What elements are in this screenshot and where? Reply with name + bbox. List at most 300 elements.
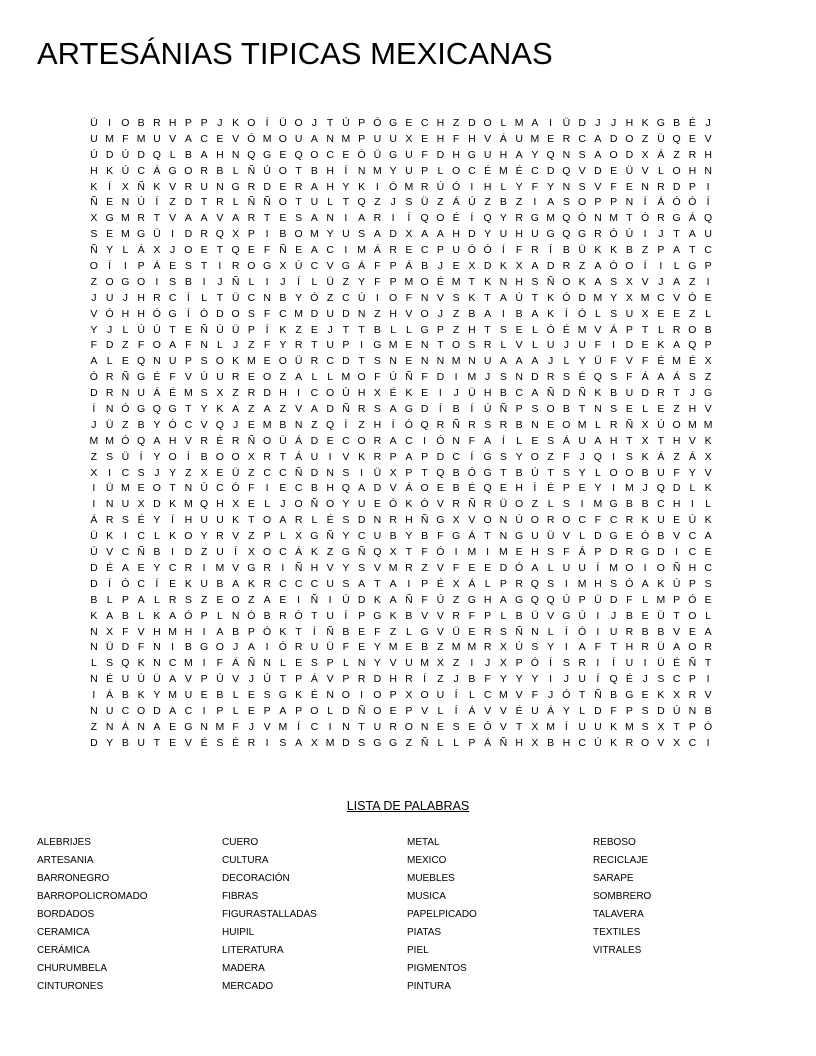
grid-letter: U bbox=[578, 434, 586, 447]
grid-letter: X bbox=[515, 260, 523, 273]
grid-letter: D bbox=[594, 530, 602, 543]
grid-letter: A bbox=[263, 403, 271, 416]
grid-letter: L bbox=[516, 434, 523, 447]
grid-letter: S bbox=[310, 657, 318, 670]
grid-letter: Ú bbox=[137, 673, 145, 686]
grid-letter: Z bbox=[279, 403, 287, 416]
grid-letter: C bbox=[483, 689, 492, 702]
grid-letter: O bbox=[578, 196, 587, 209]
grid-letter: V bbox=[184, 673, 192, 686]
grid-letter: Z bbox=[515, 196, 523, 209]
grid-letter: K bbox=[295, 689, 303, 702]
grid-letter: A bbox=[295, 736, 303, 749]
grid-letter: A bbox=[547, 196, 555, 209]
grid-letter: V bbox=[169, 212, 177, 225]
grid-letter: H bbox=[499, 148, 508, 161]
grid-letter: Í bbox=[549, 244, 553, 257]
grid-letter: S bbox=[106, 657, 114, 670]
grid-letter: D bbox=[436, 371, 445, 384]
grid-letter: Á bbox=[295, 450, 303, 463]
grid-letter: Á bbox=[657, 450, 665, 463]
grid-letter: L bbox=[437, 164, 444, 177]
grid-letter: M bbox=[388, 561, 398, 574]
grid-letter: H bbox=[515, 736, 523, 749]
grid-letter: P bbox=[594, 196, 602, 209]
grid-letter: T bbox=[342, 323, 350, 336]
grid-letter: L bbox=[642, 403, 649, 416]
grid-letter: J bbox=[170, 244, 176, 257]
grid-row bbox=[86, 259, 732, 275]
grid-letter: Ú bbox=[531, 466, 539, 479]
grid-letter: Y bbox=[153, 450, 161, 463]
grid-letter: R bbox=[609, 418, 618, 431]
grid-letter: S bbox=[200, 387, 208, 400]
grid-letter: L bbox=[437, 704, 444, 717]
grid-letter: U bbox=[452, 244, 460, 257]
grid-letter: L bbox=[264, 498, 271, 511]
grid-letter: É bbox=[688, 117, 696, 129]
grid-letter: I bbox=[470, 180, 474, 193]
grid-letter: D bbox=[625, 339, 634, 352]
grid-letter: E bbox=[673, 514, 681, 527]
grid-letter: K bbox=[499, 260, 507, 273]
grid-letter: U bbox=[216, 546, 224, 559]
grid-letter: É bbox=[232, 736, 240, 749]
grid-letter: H bbox=[515, 482, 523, 495]
grid-letter: F bbox=[374, 625, 381, 638]
grid-row bbox=[86, 434, 732, 450]
grid-letter: Í bbox=[344, 418, 348, 431]
grid-row bbox=[86, 577, 732, 593]
grid-letter: Y bbox=[342, 530, 350, 543]
grid-letter: X bbox=[531, 720, 539, 733]
grid-letter: O bbox=[215, 450, 224, 463]
grid-letter: A bbox=[200, 148, 208, 161]
grid-letter: R bbox=[546, 514, 555, 527]
grid-letter: N bbox=[562, 148, 571, 161]
grid-letter: Í bbox=[612, 657, 616, 670]
grid-letter: S bbox=[200, 355, 208, 368]
grid-letter: Í bbox=[470, 450, 474, 463]
grid-letter: A bbox=[232, 577, 240, 590]
grid-letter: Y bbox=[153, 514, 161, 527]
grid-letter: B bbox=[310, 482, 318, 495]
grid-row bbox=[86, 323, 732, 339]
grid-letter: H bbox=[436, 132, 445, 145]
grid-letter: C bbox=[184, 418, 193, 431]
grid-letter: Ú bbox=[263, 164, 271, 177]
grid-letter: C bbox=[294, 482, 303, 495]
grid-letter: Ñ bbox=[420, 736, 429, 749]
grid-letter: Z bbox=[421, 561, 428, 574]
grid-letter: C bbox=[342, 434, 350, 447]
grid-letter: S bbox=[610, 403, 618, 416]
grid-letter: Ü bbox=[657, 609, 665, 622]
grid-letter: T bbox=[263, 212, 271, 225]
grid-letter: I bbox=[297, 387, 301, 400]
grid-letter: X bbox=[641, 148, 649, 161]
grid-letter: Ñ bbox=[499, 403, 508, 416]
grid-letter: L bbox=[531, 323, 538, 336]
grid-letter: U bbox=[704, 228, 712, 241]
grid-letter: L bbox=[642, 593, 649, 606]
grid-letter: Á bbox=[232, 657, 240, 670]
grid-letter: D bbox=[90, 561, 98, 574]
grid-letter: É bbox=[484, 164, 492, 177]
grid-letter: X bbox=[499, 657, 507, 670]
grid-letter: S bbox=[562, 466, 570, 479]
grid-letter: C bbox=[279, 577, 287, 590]
grid-letter: S bbox=[405, 196, 413, 209]
grid-row bbox=[86, 180, 732, 196]
grid-letter: K bbox=[657, 689, 665, 702]
grid-letter: V bbox=[232, 673, 240, 686]
grid-letter: U bbox=[373, 720, 382, 733]
grid-letter: É bbox=[547, 482, 555, 495]
grid-letter: Z bbox=[122, 339, 129, 352]
grid-letter: E bbox=[657, 403, 665, 416]
grid-letter: A bbox=[421, 228, 429, 241]
page-title: ARTESÁNIAS TIPICAS MEXICANAS bbox=[37, 36, 553, 71]
grid-letter: A bbox=[106, 609, 114, 622]
grid-letter: Y bbox=[373, 657, 381, 670]
grid-letter: V bbox=[704, 132, 712, 145]
grid-letter: F bbox=[263, 244, 271, 257]
grid-letter: G bbox=[609, 530, 618, 543]
grid-letter: V bbox=[673, 530, 681, 543]
grid-letter: L bbox=[232, 704, 239, 717]
grid-letter: E bbox=[625, 530, 633, 543]
grid-letter: R bbox=[231, 371, 240, 384]
grid-letter: Ñ bbox=[546, 275, 555, 288]
grid-letter: Ñ bbox=[294, 561, 303, 574]
word-list-item: VITRALES bbox=[593, 945, 642, 956]
grid-letter: A bbox=[216, 625, 224, 638]
grid-letter: Á bbox=[484, 736, 492, 749]
grid-letter: U bbox=[200, 577, 208, 590]
grid-letter: T bbox=[248, 514, 255, 527]
grid-letter: G bbox=[278, 689, 287, 702]
grid-letter: P bbox=[688, 720, 696, 733]
grid-letter: B bbox=[625, 609, 633, 622]
grid-letter: D bbox=[90, 736, 98, 749]
grid-letter: V bbox=[373, 561, 381, 574]
grid-letter: Ü bbox=[531, 609, 539, 622]
grid-letter: M bbox=[499, 689, 508, 702]
word-list-item: MERCADO bbox=[222, 981, 274, 992]
grid-letter: Í bbox=[454, 689, 458, 702]
word-list-item: BARRONEGRO bbox=[37, 873, 110, 884]
grid-letter: Z bbox=[90, 720, 98, 733]
grid-letter: Ü bbox=[420, 196, 429, 209]
grid-letter: Ó bbox=[452, 180, 461, 193]
grid-letter: O bbox=[215, 641, 224, 654]
grid-letter: E bbox=[547, 132, 555, 145]
grid-row bbox=[86, 640, 732, 656]
grid-letter: M bbox=[546, 720, 555, 733]
grid-letter: Q bbox=[231, 244, 240, 257]
grid-letter: Q bbox=[546, 148, 555, 161]
grid-letter: L bbox=[547, 498, 554, 511]
grid-letter: O bbox=[168, 450, 177, 463]
grid-letter: N bbox=[625, 196, 634, 209]
grid-letter: M bbox=[310, 228, 319, 241]
grid-letter: G bbox=[137, 228, 146, 241]
grid-letter: Y bbox=[389, 164, 397, 177]
grid-letter: J bbox=[311, 117, 317, 129]
grid-letter: V bbox=[342, 450, 350, 463]
grid-letter: T bbox=[641, 323, 649, 336]
grid-letter: K bbox=[405, 387, 413, 400]
grid-letter: H bbox=[279, 387, 287, 400]
grid-letter: S bbox=[279, 736, 287, 749]
grid-letter: A bbox=[169, 339, 177, 352]
grid-letter: Q bbox=[152, 148, 161, 161]
grid-letter: X bbox=[405, 228, 413, 241]
grid-letter: N bbox=[90, 673, 98, 686]
grid-letter: Ú bbox=[468, 196, 476, 209]
grid-letter: U bbox=[594, 720, 602, 733]
grid-letter: L bbox=[106, 593, 113, 606]
grid-letter: I bbox=[501, 307, 505, 320]
grid-letter: E bbox=[200, 244, 208, 257]
grid-letter: Ú bbox=[357, 291, 366, 304]
grid-row bbox=[86, 656, 732, 672]
grid-letter: Í bbox=[596, 673, 600, 686]
grid-letter: O bbox=[625, 466, 634, 479]
grid-letter: O bbox=[326, 498, 335, 511]
grid-letter: A bbox=[704, 530, 712, 543]
grid-letter: Ó bbox=[263, 625, 272, 638]
grid-letter: A bbox=[373, 228, 381, 241]
grid-letter: U bbox=[625, 307, 634, 320]
grid-letter: P bbox=[358, 609, 366, 622]
grid-letter: C bbox=[137, 530, 145, 543]
grid-letter: K bbox=[106, 164, 114, 177]
grid-letter: X bbox=[279, 260, 287, 273]
grid-letter: Z bbox=[358, 418, 365, 431]
grid-letter: V bbox=[184, 371, 192, 384]
grid-letter: T bbox=[295, 164, 302, 177]
grid-letter: Ñ bbox=[90, 244, 98, 257]
grid-letter: E bbox=[641, 689, 649, 702]
grid-letter: U bbox=[657, 466, 665, 479]
grid-letter: E bbox=[326, 434, 334, 447]
grid-letter: B bbox=[547, 736, 555, 749]
grid-letter: I bbox=[92, 482, 96, 495]
grid-row bbox=[86, 609, 732, 625]
grid-letter: A bbox=[531, 355, 539, 368]
grid-letter: D bbox=[184, 228, 193, 241]
grid-letter: L bbox=[500, 180, 507, 193]
grid-letter: A bbox=[484, 307, 492, 320]
grid-letter: Ó bbox=[121, 434, 130, 447]
grid-letter: Q bbox=[341, 482, 350, 495]
grid-letter: D bbox=[342, 355, 350, 368]
grid-letter: É bbox=[515, 704, 523, 717]
grid-letter: T bbox=[500, 466, 507, 479]
grid-letter: Ó bbox=[704, 720, 713, 733]
grid-letter: O bbox=[420, 307, 429, 320]
grid-letter: M bbox=[262, 418, 272, 431]
grid-letter: I bbox=[344, 212, 348, 225]
grid-letter: K bbox=[106, 530, 114, 543]
grid-letter: N bbox=[373, 514, 382, 527]
grid-letter: E bbox=[247, 704, 255, 717]
grid-letter: Q bbox=[609, 673, 618, 686]
word-list-item: MEXICO bbox=[407, 855, 447, 866]
grid-letter: B bbox=[657, 625, 665, 638]
grid-letter: D bbox=[105, 339, 114, 352]
grid-letter: I bbox=[596, 609, 600, 622]
grid-letter: A bbox=[153, 434, 161, 447]
grid-letter: O bbox=[341, 689, 350, 702]
grid-letter: Í bbox=[438, 403, 442, 416]
grid-letter: Q bbox=[593, 450, 602, 463]
grid-letter: R bbox=[216, 530, 224, 543]
grid-letter: Ñ bbox=[326, 625, 334, 638]
grid-letter: P bbox=[263, 530, 271, 543]
grid-letter: Ü bbox=[625, 164, 634, 177]
grid-letter: S bbox=[358, 736, 366, 749]
grid-letter: N bbox=[200, 720, 208, 733]
grid-letter: Ú bbox=[515, 291, 523, 304]
grid-letter: Í bbox=[344, 164, 348, 177]
grid-letter: R bbox=[546, 371, 555, 384]
grid-letter: O bbox=[263, 371, 272, 384]
grid-letter: Z bbox=[374, 307, 381, 320]
grid-letter: X bbox=[657, 720, 665, 733]
grid-letter: B bbox=[610, 689, 618, 702]
grid-letter: M bbox=[640, 291, 650, 304]
grid-letter: V bbox=[594, 323, 602, 336]
grid-letter: E bbox=[106, 196, 114, 209]
grid-letter: N bbox=[641, 180, 649, 193]
grid-letter: O bbox=[625, 561, 634, 574]
grid-letter: U bbox=[121, 673, 130, 686]
grid-letter: Í bbox=[265, 117, 269, 129]
grid-letter: V bbox=[688, 434, 696, 447]
grid-letter: Ó bbox=[121, 403, 130, 416]
grid-letter: V bbox=[499, 704, 507, 717]
grid-letter: A bbox=[657, 371, 665, 384]
grid-letter: R bbox=[247, 736, 256, 749]
grid-letter: O bbox=[562, 418, 571, 431]
grid-letter: H bbox=[625, 117, 634, 129]
grid-letter: X bbox=[673, 736, 681, 749]
grid-letter: S bbox=[499, 450, 507, 463]
grid-letter: C bbox=[515, 387, 523, 400]
grid-letter: J bbox=[579, 450, 585, 463]
grid-letter: E bbox=[137, 561, 145, 574]
grid-letter: H bbox=[216, 148, 224, 161]
grid-letter: Z bbox=[437, 673, 444, 686]
grid-letter: N bbox=[326, 466, 334, 479]
grid-letter: G bbox=[546, 228, 555, 241]
grid-letter: Á bbox=[310, 673, 318, 686]
grid-letter: O bbox=[452, 339, 461, 352]
grid-letter: D bbox=[483, 260, 492, 273]
grid-letter: A bbox=[90, 355, 98, 368]
grid-letter: S bbox=[358, 228, 366, 241]
grid-letter: I bbox=[202, 704, 206, 717]
grid-letter: D bbox=[657, 704, 665, 717]
grid-letter: Ó bbox=[121, 577, 130, 590]
grid-letter: V bbox=[484, 132, 492, 145]
grid-letter: P bbox=[247, 625, 255, 638]
grid-letter: N bbox=[499, 514, 508, 527]
grid-letter: R bbox=[641, 641, 649, 654]
grid-letter: Ú bbox=[672, 704, 681, 717]
grid-letter: Ü bbox=[153, 228, 161, 241]
grid-letter: C bbox=[310, 260, 319, 273]
grid-letter: F bbox=[468, 434, 476, 447]
word-list-column bbox=[222, 834, 402, 996]
grid-letter: D bbox=[578, 291, 586, 304]
grid-letter: Á bbox=[688, 212, 696, 225]
grid-letter: Z bbox=[437, 196, 444, 209]
grid-letter: J bbox=[233, 641, 239, 654]
grid-letter: U bbox=[184, 689, 193, 702]
grid-letter: V bbox=[295, 403, 303, 416]
grid-letter: N bbox=[357, 307, 366, 320]
grid-letter: S bbox=[704, 577, 712, 590]
grid-letter: I bbox=[108, 466, 112, 479]
grid-letter: Z bbox=[342, 275, 350, 288]
grid-letter: G bbox=[704, 387, 713, 400]
grid-letter: O bbox=[294, 228, 303, 241]
grid-letter: Z bbox=[374, 196, 381, 209]
grid-letter: Y bbox=[499, 673, 507, 686]
grid-letter: M bbox=[593, 498, 603, 511]
grid-letter: V bbox=[421, 704, 429, 717]
grid-letter: G bbox=[389, 117, 398, 129]
grid-letter: R bbox=[247, 180, 256, 193]
grid-letter: B bbox=[279, 418, 287, 431]
grid-letter: P bbox=[184, 117, 192, 129]
grid-letter: T bbox=[673, 609, 680, 622]
grid-letter: G bbox=[467, 593, 476, 606]
grid-letter: N bbox=[153, 355, 161, 368]
grid-letter: V bbox=[515, 689, 523, 702]
grid-letter: X bbox=[704, 450, 712, 463]
grid-letter: S bbox=[562, 498, 570, 511]
grid-letter: Ú bbox=[153, 323, 161, 336]
grid-letter: P bbox=[515, 403, 523, 416]
grid-letter: G bbox=[263, 260, 272, 273]
grid-letter: T bbox=[421, 466, 428, 479]
grid-letter: H bbox=[121, 307, 130, 320]
grid-letter: F bbox=[374, 260, 381, 273]
grid-letter: V bbox=[436, 498, 444, 511]
grid-letter: Z bbox=[641, 132, 649, 145]
grid-letter: H bbox=[168, 434, 177, 447]
grid-letter: X bbox=[641, 307, 649, 320]
grid-letter: K bbox=[704, 514, 712, 527]
grid-letter: Á bbox=[578, 546, 586, 559]
grid-letter: K bbox=[657, 339, 665, 352]
grid-letter: A bbox=[232, 212, 240, 225]
grid-letter: Ó bbox=[688, 593, 697, 606]
grid-letter: O bbox=[483, 117, 492, 129]
grid-letter: E bbox=[279, 148, 287, 161]
grid-letter: S bbox=[562, 371, 570, 384]
grid-letter: D bbox=[609, 132, 618, 145]
grid-letter: M bbox=[278, 720, 288, 733]
grid-letter: U bbox=[531, 704, 539, 717]
grid-letter: A bbox=[578, 641, 586, 654]
grid-letter: Z bbox=[673, 403, 680, 416]
